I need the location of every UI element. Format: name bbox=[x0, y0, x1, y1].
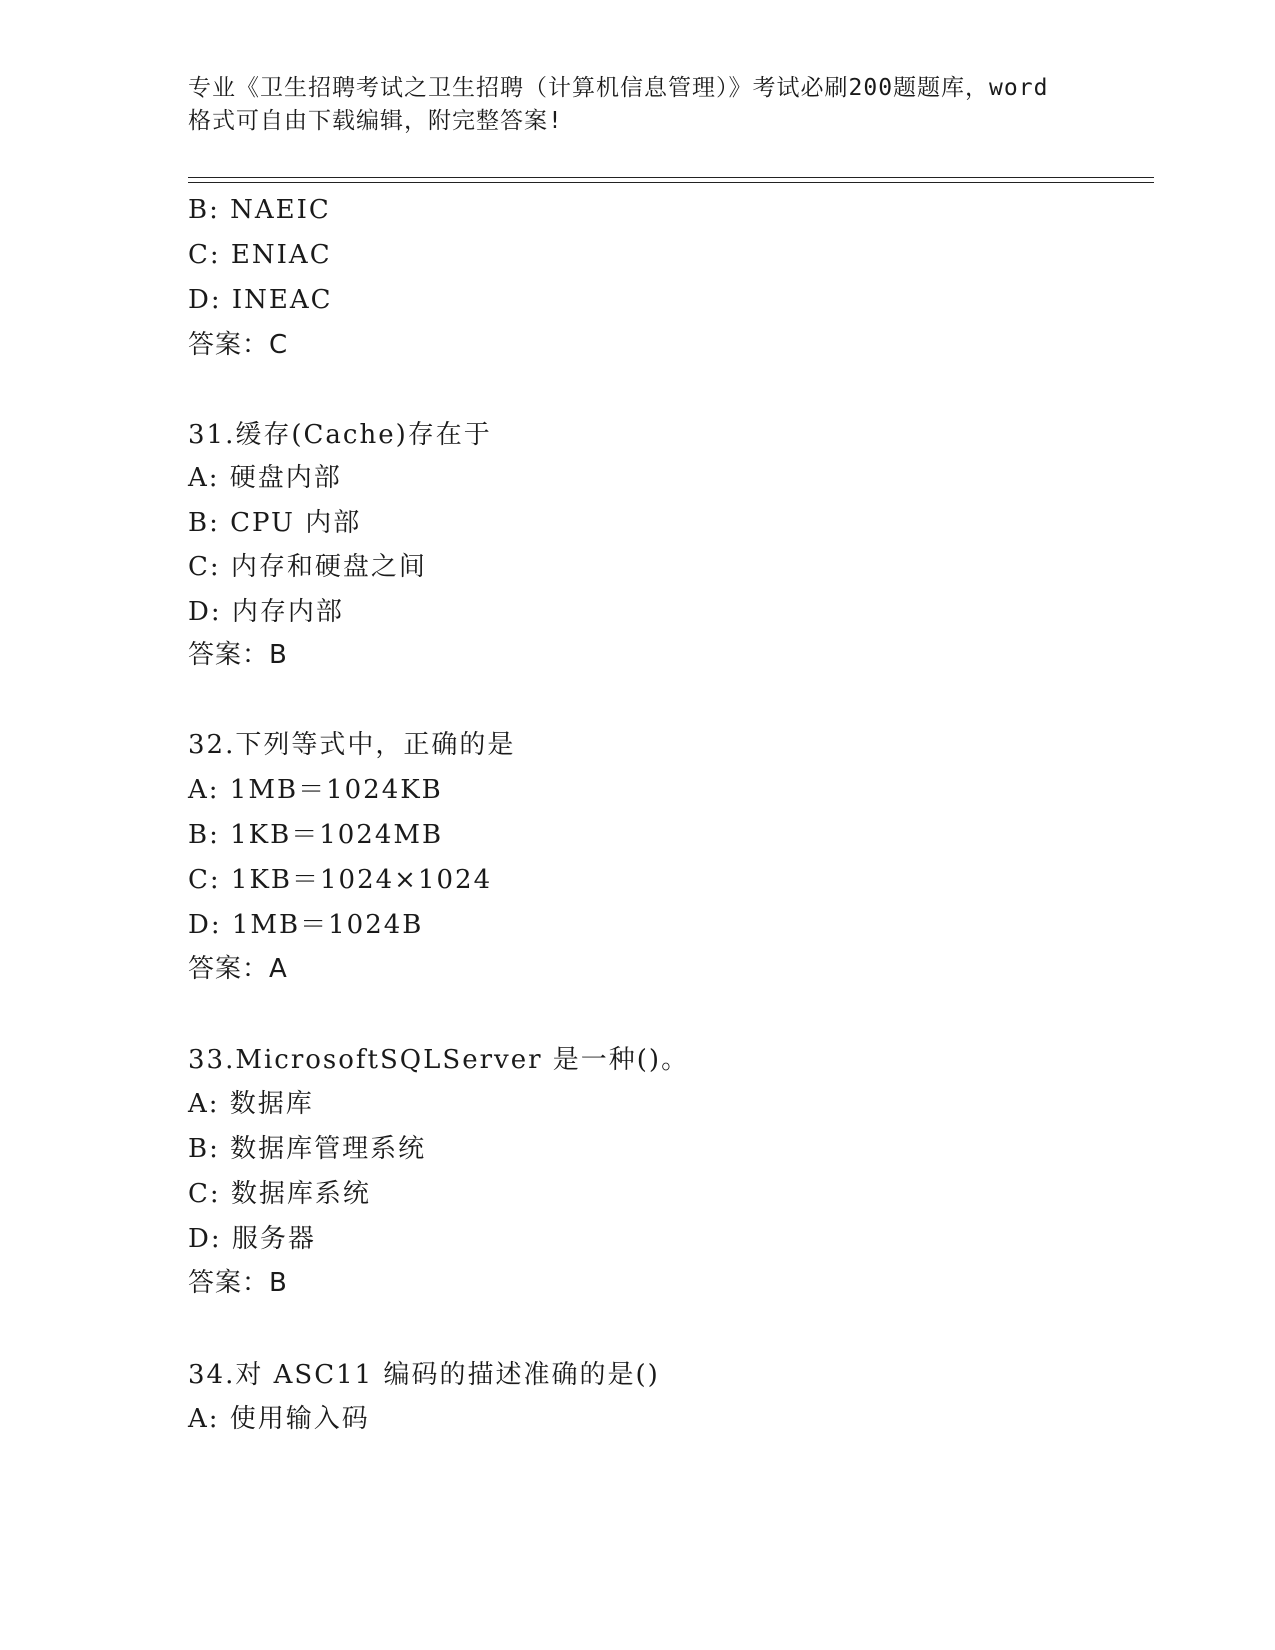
question-line: A: 1MB＝1024KB bbox=[188, 775, 443, 805]
question-line: C: ENIAC bbox=[188, 240, 332, 270]
question-line: D: INEAC bbox=[188, 285, 333, 315]
question-line: C: 数据库系统 bbox=[188, 1179, 371, 1209]
question-line: 31.缓存(Cache)存在于 bbox=[188, 420, 492, 450]
question-line: 32.下列等式中，正确的是 bbox=[188, 730, 516, 760]
question-line: A: 硬盘内部 bbox=[188, 463, 342, 493]
header-divider-top bbox=[188, 177, 1154, 178]
question-line: B: 1KB＝1024MB bbox=[188, 820, 444, 850]
answer-line: 答案：A bbox=[188, 954, 288, 984]
question-line: B: 数据库管理系统 bbox=[188, 1134, 427, 1164]
question-line: A: 使用输入码 bbox=[188, 1404, 370, 1434]
answer-line: 答案：C bbox=[188, 330, 289, 360]
question-line: 34.对 ASC11 编码的描述准确的是() bbox=[188, 1360, 660, 1390]
question-line: C: 1KB＝1024×1024 bbox=[188, 865, 493, 895]
question-line: C: 内存和硬盘之间 bbox=[188, 552, 427, 582]
question-line: D: 1MB＝1024B bbox=[188, 910, 424, 940]
header-line-2: 格式可自由下载编辑，附完整答案! bbox=[188, 108, 563, 134]
header-line-1: 专业《卫生招聘考试之卫生招聘（计算机信息管理）》考试必刷200题题库，word bbox=[188, 75, 1049, 101]
question-line: 33.MicrosoftSQLServer 是一种()。 bbox=[188, 1045, 690, 1075]
question-line: B: CPU 内部 bbox=[188, 508, 362, 538]
answer-line: 答案：B bbox=[188, 1268, 288, 1298]
question-line: A: 数据库 bbox=[188, 1089, 314, 1119]
answer-line: 答案：B bbox=[188, 640, 288, 670]
question-line: D: 内存内部 bbox=[188, 597, 344, 627]
document-header bbox=[188, 72, 1088, 138]
question-line: D: 服务器 bbox=[188, 1224, 316, 1254]
question-line: B: NAEIC bbox=[188, 195, 331, 225]
header-divider-bottom bbox=[188, 182, 1154, 183]
